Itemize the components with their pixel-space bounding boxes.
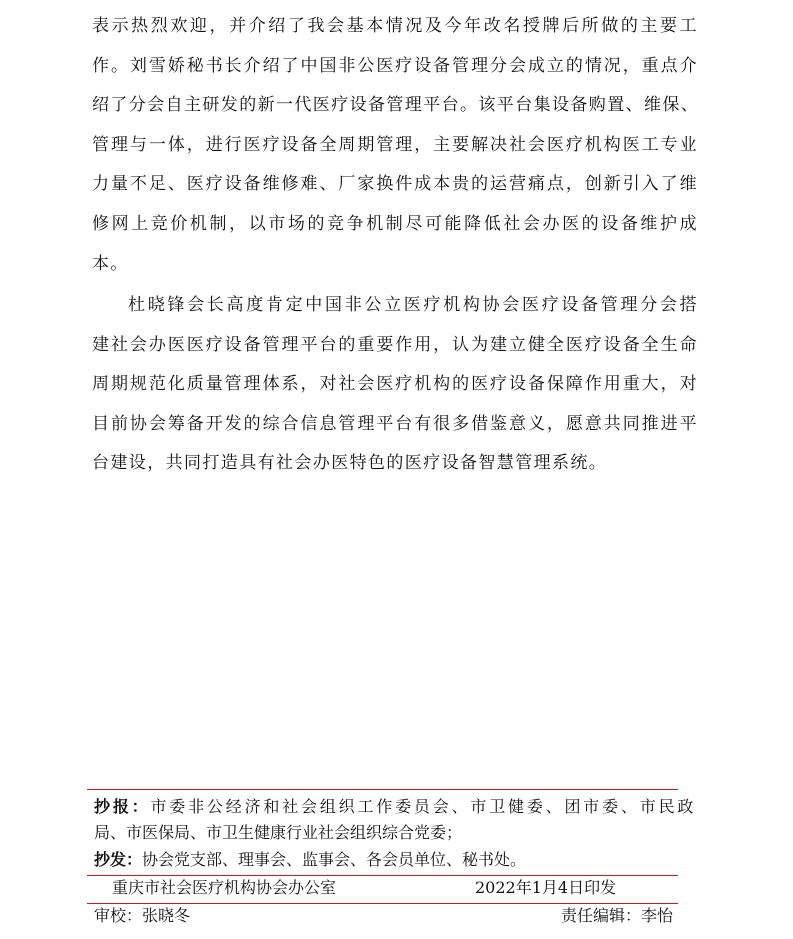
- print-date: 2022年1月4日印发: [475, 878, 617, 897]
- paragraph-line: 台建设，共同打造具有社会办医特色的医疗设备智慧管理系统。: [92, 453, 608, 474]
- paragraph-line: 作。刘雪娇秘书长介绍了中国非公医疗设备管理分会成立的情况，重点介: [92, 55, 698, 76]
- paragraph-2: [92, 286, 698, 484]
- footer-top-rule: [87, 789, 678, 790]
- paragraph-line: 力量不足、医疗设备维修难、厂家换件成本贵的运营痛点，创新引入了维: [92, 174, 698, 195]
- cc-report-line-1: [94, 796, 694, 818]
- paragraph-line: 本。: [92, 253, 129, 274]
- footer-bottom-rule: [87, 903, 678, 904]
- paragraph-1: [92, 7, 698, 284]
- editor: 责任编辑：李怡: [561, 906, 674, 925]
- paragraph-line: 杜晓锋会长高度肯定中国非公立医疗机构协会医疗设备管理分会搭: [128, 295, 698, 315]
- paragraph-line: 建社会办医医疗设备管理平台的重要作用，认为建立健全医疗设备全生命: [92, 334, 698, 355]
- paragraph-line: 修网上竞价机制，以市场的竞争机制尽可能降低社会办医的设备维护成: [92, 213, 698, 234]
- footer-middle-rule: [87, 875, 678, 876]
- cc-report-label: 抄报：: [94, 797, 151, 816]
- paragraph-line: 表示热烈欢迎，并介绍了我会基本情况及今年改名授牌后所做的主要工: [92, 16, 698, 36]
- paragraph-line: 周期规范化质量管理体系，对社会医疗机构的医疗设备保障作用重大，对: [92, 374, 698, 395]
- reviewer: 审校：张晓冬: [94, 906, 191, 925]
- cc-report-text: 市委非公经济和社会组织工作委员会、市卫健委、团市委、市民政: [150, 797, 694, 816]
- cc-send-label: 抄发：: [94, 850, 143, 869]
- cc-send-text: 协会党支部、理事会、监事会、各会员单位、秘书处。: [142, 850, 527, 869]
- issuing-office: 重庆市社会医疗机构协会办公室: [112, 878, 337, 897]
- cc-report-line-2: 局、市医保局、市卫生健康行业社会组织综合党委；: [94, 823, 463, 842]
- paragraph-line: 绍了分会自主研发的新一代医疗设备管理平台。该平台集设备购置、维保、: [92, 95, 700, 116]
- cc-send-line: [94, 849, 526, 871]
- paragraph-line: 管理与一体，进行医疗设备全周期管理，主要解决社会医疗机构医工专业: [92, 134, 698, 155]
- paragraph-line: 目前协会筹备开发的综合信息管理平台有很多借鉴意义，愿意共同推进平: [92, 413, 698, 434]
